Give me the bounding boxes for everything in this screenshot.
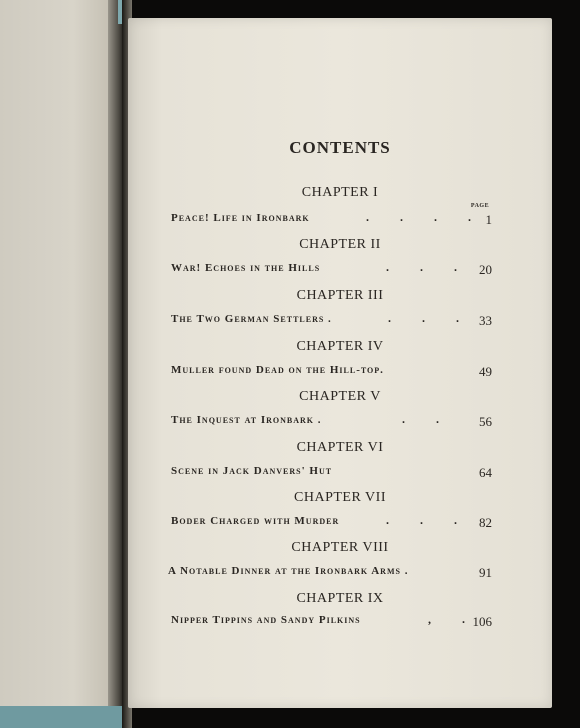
chapter-title: War! Echoes in the Hills [171,262,321,274]
chapter-heading: CHAPTER III [296,288,384,303]
page-number: 64 [479,465,492,480]
page-number: 20 [479,262,492,277]
chapter-heading: CHAPTER V [299,389,381,404]
chapter-heading: CHAPTER VII [294,490,386,505]
page-number: 49 [479,364,492,379]
chapter-title: Nipper Tippins and Sandy Pilkins [171,614,361,626]
page-number: 56 [479,414,492,429]
chapter-heading: CHAPTER II [299,237,381,252]
chapter-heading: CHAPTER IX [296,591,384,606]
chapter-title: A Notable Dinner at the Ironbark Arms . [168,565,409,577]
contents-heading: CONTENTS [289,138,391,157]
leader-dots: . . . [386,513,471,527]
chapter-heading: CHAPTER I [301,185,379,200]
page-number: 106 [472,614,492,629]
leader-dots: . . . [388,311,473,325]
left-page [0,0,122,728]
leader-dots: . . [402,412,453,426]
page-column-label: PAGE [470,203,490,209]
chapter-title: The Two German Settlers . [171,313,332,325]
book-cloth-bottom [0,706,122,728]
leader-dots: . . . . [366,210,485,224]
chapter-heading: CHAPTER IV [296,339,384,354]
leader-dots: . . . [386,260,471,274]
chapter-title: Muller found Dead on the Hill-top. [171,364,384,376]
chapter-heading: CHAPTER VIII [291,540,389,555]
leader-dots: , . [428,612,479,626]
chapter-title: Peace! Life in Ironbark [171,212,310,224]
page-number: 91 [479,565,492,580]
page-number: 1 [485,212,492,227]
chapter-title: The Inquest at Ironbark . [171,414,322,426]
chapter-title: Boder Charged with Murder [171,515,340,527]
chapter-heading: CHAPTER VI [296,440,384,455]
page-number: 33 [479,313,492,328]
chapter-title: Scene in Jack Danvers' Hut [171,465,333,477]
page-number: 82 [479,515,492,530]
